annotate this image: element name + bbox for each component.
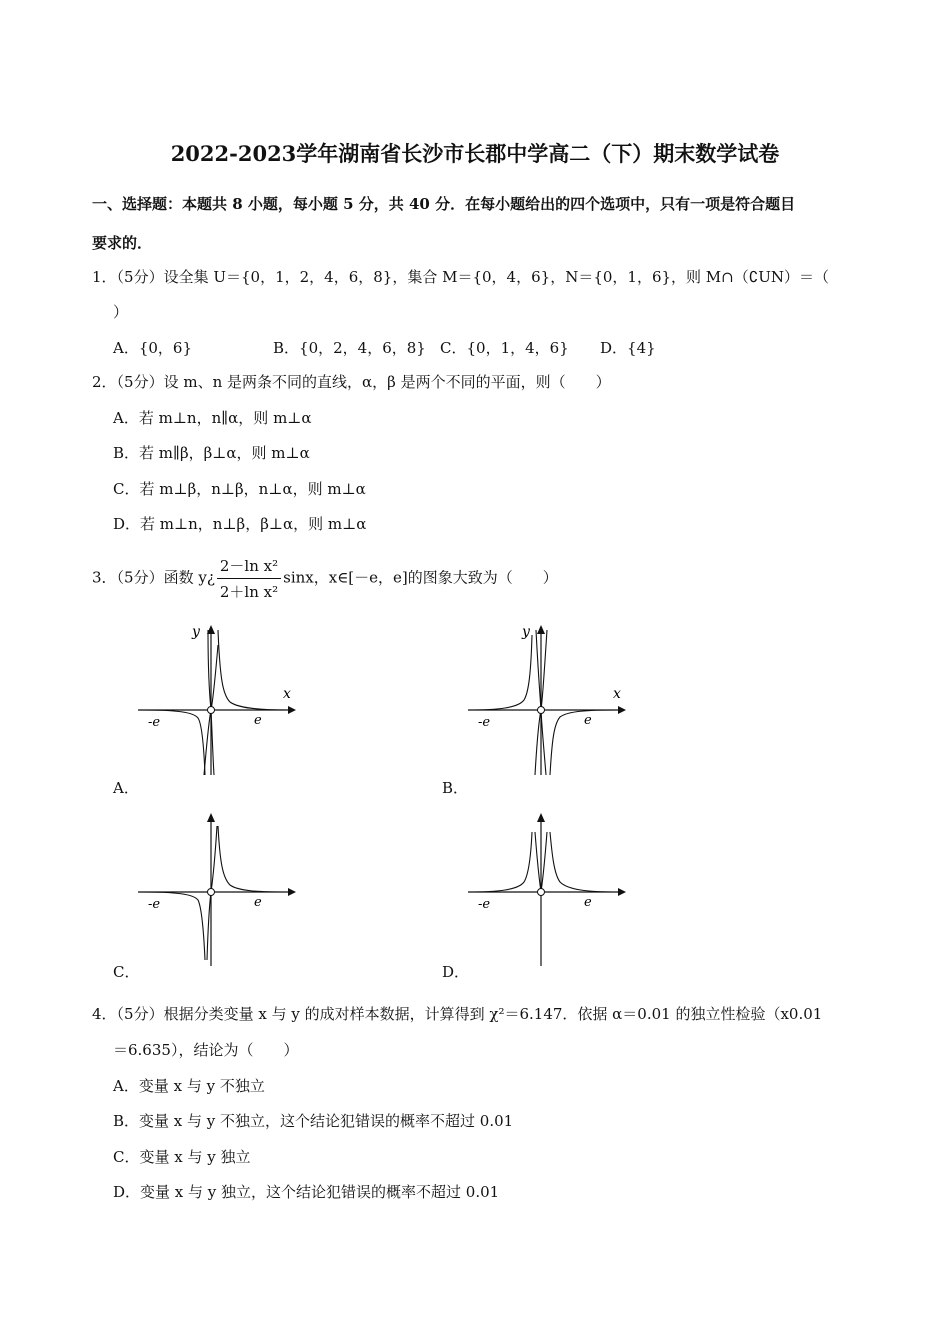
- q4-option-c[interactable]: C．变量 x 与 y 独立: [113, 1148, 251, 1166]
- graph-b-y-label: y: [522, 624, 530, 640]
- graph-d-neg-e: -e: [478, 897, 491, 912]
- graph-b-x-label: x: [613, 686, 621, 702]
- q2-option-b[interactable]: B．若 m∥β，β⊥α，则 m⊥α: [113, 444, 310, 462]
- q1-option-c[interactable]: C．{0，1，4，6}: [440, 339, 569, 357]
- q2-option-d[interactable]: D．若 m⊥n，n⊥β，β⊥α，则 m⊥α: [113, 515, 367, 533]
- graph-a: [138, 620, 308, 780]
- section-heading: 一、选择题：本题共 8 小题，每小题 5 分，共 40 分．在每小题给出的四个选项中，只有一项是符合题目: [92, 195, 796, 213]
- q4-option-a[interactable]: A．变量 x 与 y 不独立: [113, 1077, 265, 1095]
- q3-denominator: 2＋ln x²: [219, 583, 279, 601]
- graph-a-e: e: [254, 713, 262, 728]
- graph-b-neg-e: -e: [478, 715, 491, 730]
- q3-numerator: 2－ln x²: [217, 555, 281, 579]
- q3-option-c[interactable]: C．: [113, 963, 140, 981]
- question-4: 4．（5分）根据分类变量 x 与 y 的成对样本数据，计算得到 χ²＝6.147．依据 α＝0.01 的独立性检验（x0.01: [92, 1005, 823, 1023]
- graph-c: [138, 808, 308, 968]
- q1-option-a[interactable]: A．{0，6}: [113, 339, 193, 357]
- graph-d-e: e: [584, 895, 592, 910]
- q3-option-a[interactable]: A．: [113, 779, 139, 797]
- q2-option-c[interactable]: C．若 m⊥β，n⊥β，n⊥α，则 m⊥α: [113, 480, 366, 498]
- q4-option-d[interactable]: D．变量 x 与 y 独立，这个结论犯错误的概率不超过 0.01: [113, 1183, 500, 1201]
- question-2: 2．（5分）设 m、n 是两条不同的直线，α，β 是两个不同的平面，则（ ）: [92, 373, 611, 391]
- graph-c-e: e: [254, 895, 262, 910]
- question-1-cont: ）: [113, 303, 129, 321]
- graph-a-x-label: x: [283, 686, 291, 702]
- page-title: 2022-2023学年湖南省长沙市长郡中学高二（下）期末数学试卷: [170, 141, 780, 166]
- question-4-cont: ＝6.635），结论为（ ）: [113, 1041, 299, 1059]
- q4-option-b[interactable]: B．变量 x 与 y 不独立，这个结论犯错误的概率不超过 0.01: [113, 1112, 514, 1130]
- section-heading-cont: 要求的．: [92, 234, 153, 252]
- graph-c-neg-e: -e: [148, 897, 161, 912]
- graph-b-e: e: [584, 713, 592, 728]
- graph-a-neg-e: -e: [148, 715, 161, 730]
- q3-option-d[interactable]: D．: [442, 963, 470, 981]
- q3-prefix: 3．（5分）函数 y¿: [92, 568, 215, 587]
- q3-option-b[interactable]: B．: [442, 779, 469, 797]
- q3-suffix: sinx，x∈[－e，e]的图象大致为（ ）: [283, 568, 558, 587]
- q1-option-b[interactable]: B．{0，2，4，6，8}: [273, 339, 426, 357]
- graph-a-y-label: y: [192, 624, 200, 640]
- q1-option-d[interactable]: D．{4}: [600, 339, 656, 357]
- graph-d: [468, 808, 638, 968]
- question-1: 1．（5分）设全集 U＝{0，1，2，4，6，8}，集合 M＝{0，4，6}，N＝{0，1，6}，则 M∩（∁UN）＝（: [92, 268, 830, 286]
- graph-b: [468, 620, 638, 780]
- question-3: [92, 555, 558, 602]
- q3-fraction: [217, 555, 281, 602]
- q2-option-a[interactable]: A．若 m⊥n，n∥α，则 m⊥α: [113, 409, 312, 427]
